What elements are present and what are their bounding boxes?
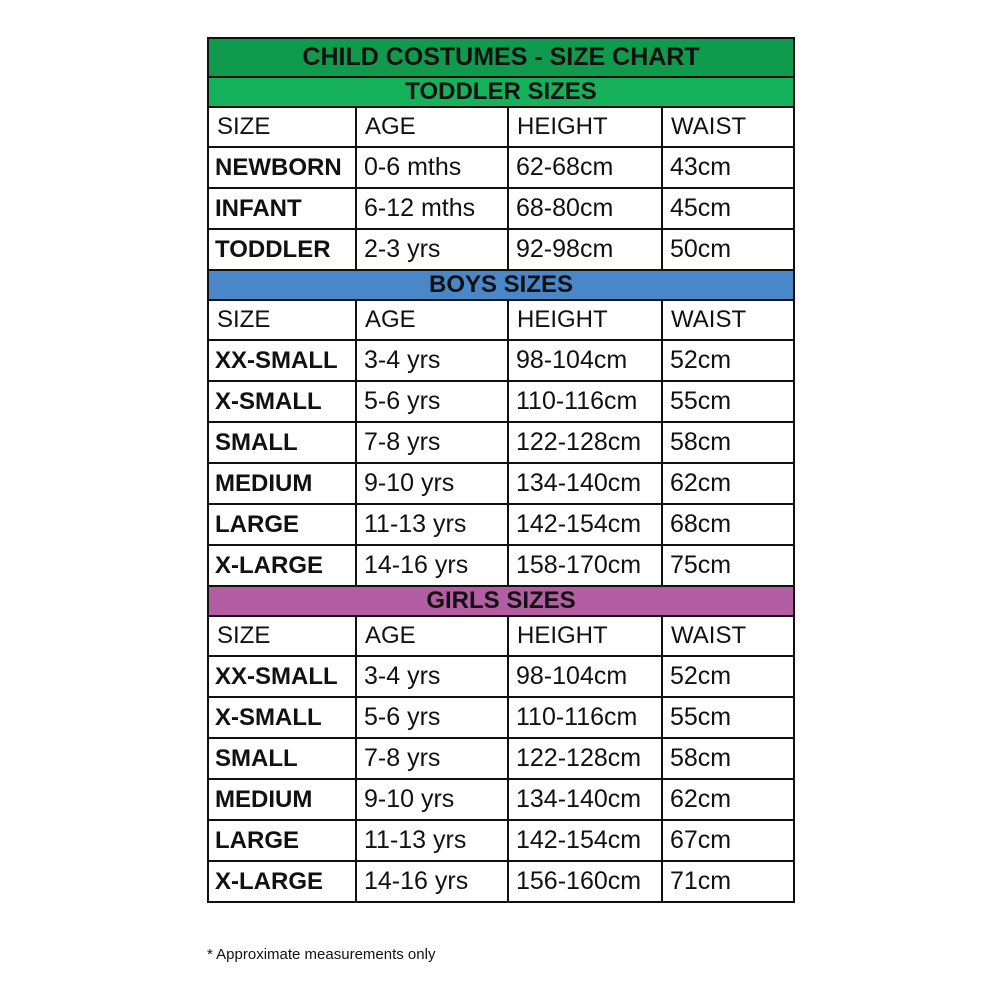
table-row	[208, 820, 794, 861]
waist-cell: 67cm	[662, 820, 794, 861]
waist-cell: 71cm	[662, 861, 794, 902]
age-cell: 11-13 yrs	[356, 820, 508, 861]
waist-cell: 55cm	[662, 697, 794, 738]
size-cell: NEWBORN	[208, 147, 356, 188]
waist-cell: 43cm	[662, 147, 794, 188]
age-cell: 5-6 yrs	[356, 381, 508, 422]
age-cell: 7-8 yrs	[356, 738, 508, 779]
table-row	[208, 861, 794, 902]
table-row	[208, 188, 794, 229]
table-row	[208, 229, 794, 270]
table-row	[208, 656, 794, 697]
waist-cell: 58cm	[662, 738, 794, 779]
section-title-girls: GIRLS SIZES	[208, 586, 794, 616]
waist-cell: 52cm	[662, 340, 794, 381]
height-cell: 142-154cm	[508, 820, 662, 861]
table-row	[208, 697, 794, 738]
height-cell: 98-104cm	[508, 656, 662, 697]
height-cell: 122-128cm	[508, 422, 662, 463]
footnote: * Approximate measurements only	[207, 946, 436, 963]
column-header-size: SIZE	[208, 107, 356, 147]
height-cell: 142-154cm	[508, 504, 662, 545]
column-header-row	[208, 616, 794, 656]
column-header-row	[208, 107, 794, 147]
size-cell: SMALL	[208, 738, 356, 779]
age-cell: 11-13 yrs	[356, 504, 508, 545]
table-row	[208, 779, 794, 820]
chart-title: CHILD COSTUMES - SIZE CHART	[208, 38, 794, 77]
table-row	[208, 463, 794, 504]
age-cell: 14-16 yrs	[356, 545, 508, 586]
waist-cell: 52cm	[662, 656, 794, 697]
age-cell: 7-8 yrs	[356, 422, 508, 463]
age-cell: 2-3 yrs	[356, 229, 508, 270]
size-cell: X-SMALL	[208, 697, 356, 738]
waist-cell: 58cm	[662, 422, 794, 463]
age-cell: 3-4 yrs	[356, 656, 508, 697]
height-cell: 158-170cm	[508, 545, 662, 586]
table-row	[208, 422, 794, 463]
size-cell: X-LARGE	[208, 545, 356, 586]
table-row	[208, 340, 794, 381]
column-header-age: AGE	[356, 300, 508, 340]
size-cell: TODDLER	[208, 229, 356, 270]
table-row	[208, 738, 794, 779]
column-header-age: AGE	[356, 616, 508, 656]
chart-title-row	[208, 38, 794, 77]
section-title-toddler: TODDLER SIZES	[208, 77, 794, 107]
size-cell: LARGE	[208, 504, 356, 545]
size-chart-table	[207, 37, 795, 903]
size-cell: INFANT	[208, 188, 356, 229]
age-cell: 3-4 yrs	[356, 340, 508, 381]
age-cell: 14-16 yrs	[356, 861, 508, 902]
column-header-waist: WAIST	[662, 107, 794, 147]
section-header-row-girls	[208, 586, 794, 616]
column-header-waist: WAIST	[662, 616, 794, 656]
column-header-waist: WAIST	[662, 300, 794, 340]
table-row	[208, 147, 794, 188]
age-cell: 9-10 yrs	[356, 779, 508, 820]
age-cell: 5-6 yrs	[356, 697, 508, 738]
column-header-height: HEIGHT	[508, 300, 662, 340]
height-cell: 134-140cm	[508, 779, 662, 820]
waist-cell: 50cm	[662, 229, 794, 270]
age-cell: 0-6 mths	[356, 147, 508, 188]
column-header-age: AGE	[356, 107, 508, 147]
size-cell: X-LARGE	[208, 861, 356, 902]
age-cell: 6-12 mths	[356, 188, 508, 229]
waist-cell: 68cm	[662, 504, 794, 545]
table-row	[208, 504, 794, 545]
section-header-row-boys	[208, 270, 794, 300]
column-header-height: HEIGHT	[508, 616, 662, 656]
waist-cell: 55cm	[662, 381, 794, 422]
waist-cell: 45cm	[662, 188, 794, 229]
age-cell: 9-10 yrs	[356, 463, 508, 504]
height-cell: 110-116cm	[508, 381, 662, 422]
column-header-size: SIZE	[208, 300, 356, 340]
waist-cell: 62cm	[662, 463, 794, 504]
column-header-row	[208, 300, 794, 340]
size-cell: SMALL	[208, 422, 356, 463]
section-header-row-toddler	[208, 77, 794, 107]
size-cell: MEDIUM	[208, 779, 356, 820]
column-header-height: HEIGHT	[508, 107, 662, 147]
height-cell: 62-68cm	[508, 147, 662, 188]
column-header-size: SIZE	[208, 616, 356, 656]
height-cell: 98-104cm	[508, 340, 662, 381]
size-cell: XX-SMALL	[208, 340, 356, 381]
height-cell: 110-116cm	[508, 697, 662, 738]
height-cell: 68-80cm	[508, 188, 662, 229]
section-title-boys: BOYS SIZES	[208, 270, 794, 300]
waist-cell: 75cm	[662, 545, 794, 586]
size-cell: X-SMALL	[208, 381, 356, 422]
table-row	[208, 381, 794, 422]
size-cell: LARGE	[208, 820, 356, 861]
waist-cell: 62cm	[662, 779, 794, 820]
height-cell: 156-160cm	[508, 861, 662, 902]
height-cell: 122-128cm	[508, 738, 662, 779]
height-cell: 134-140cm	[508, 463, 662, 504]
height-cell: 92-98cm	[508, 229, 662, 270]
table-row	[208, 545, 794, 586]
size-cell: XX-SMALL	[208, 656, 356, 697]
size-cell: MEDIUM	[208, 463, 356, 504]
